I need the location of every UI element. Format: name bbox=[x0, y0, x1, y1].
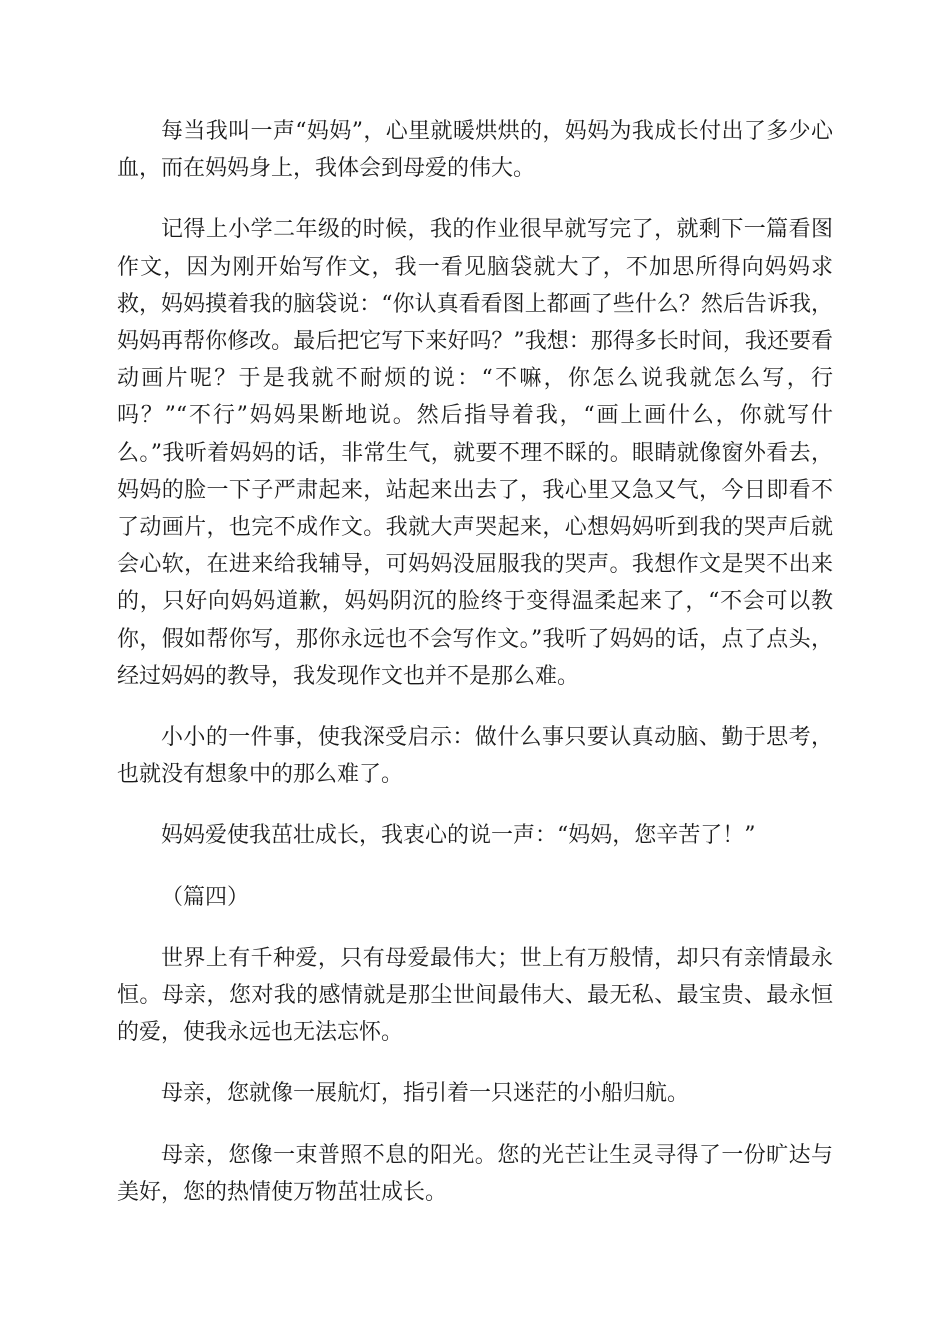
paragraph-5: 世界上有千种爱，只有母爱最伟大；世上有万般情，却只有亲情最永恒。母亲，您对我的感情就是那尘世间最伟大、最无私、最宝贵、最永恒的爱，使我永远也无法忘怀。 bbox=[117, 945, 833, 1046]
document-body bbox=[117, 113, 833, 1235]
section-heading: （篇四） bbox=[161, 884, 250, 910]
paragraph-7: 母亲，您像一束普照不息的阳光。您的光芒让生灵寻得了一份旷达与美好，您的热情使万物茁壮成长。 bbox=[117, 1142, 833, 1205]
paragraph-1: 每当我叫一声“妈妈”，心里就暖烘烘的，妈妈为我成长付出了多少心血，而在妈妈身上，我体会到母爱的伟大。 bbox=[117, 119, 833, 182]
paragraph-4: 妈妈爱使我茁壮成长，我衷心的说一声：“妈妈，您辛苦了！” bbox=[161, 823, 756, 849]
paragraph-3: 小小的一件事，使我深受启示：做什么事只要认真动脑、勤于思考，也就没有想象中的那么难了。 bbox=[117, 725, 833, 788]
paragraph-2: 记得上小学二年级的时候，我的作业很早就写完了，就剩下一篇看图作文，因为刚开始写作文，我一看见脑袋就大了，不加思所得向妈妈求救，妈妈摸着我的脑袋说：“你认真看看图上都画了些什么？然后告诉我，妈妈再帮你修改。最后把它写下来好吗？”我想：那得多长时间，我还要看动画片呢？于是我就不耐烦的说：“不嘛，你怎么说我就怎么写，行吗？”“不行”妈妈果断地说。然后指导着我，“画上画什么，你就写什么。”我听着妈妈的话，非常生气，就要不理不睬的。眼睛就像窗外看去，妈妈的脸一下子严肃起来，站起来出去了，我心里又急又气，今日即看不了动画片，也完不成作文。我就大声哭起来，心想妈妈听到我的哭声后就会心软，在进来给我辅导，可妈妈没屈服我的哭声。我想作文是哭不出来的，只好向妈妈道歉，妈妈阴沉的脸终于变得温柔起来了，“不会可以教你，假如帮你写，那你永远也不会写作文。”我听了妈妈的话，点了点头，经过妈妈的教导，我发现作文也并不是那么难。 bbox=[117, 217, 833, 689]
paragraph-6: 母亲，您就像一展航灯，指引着一只迷茫的小船归航。 bbox=[161, 1081, 690, 1107]
